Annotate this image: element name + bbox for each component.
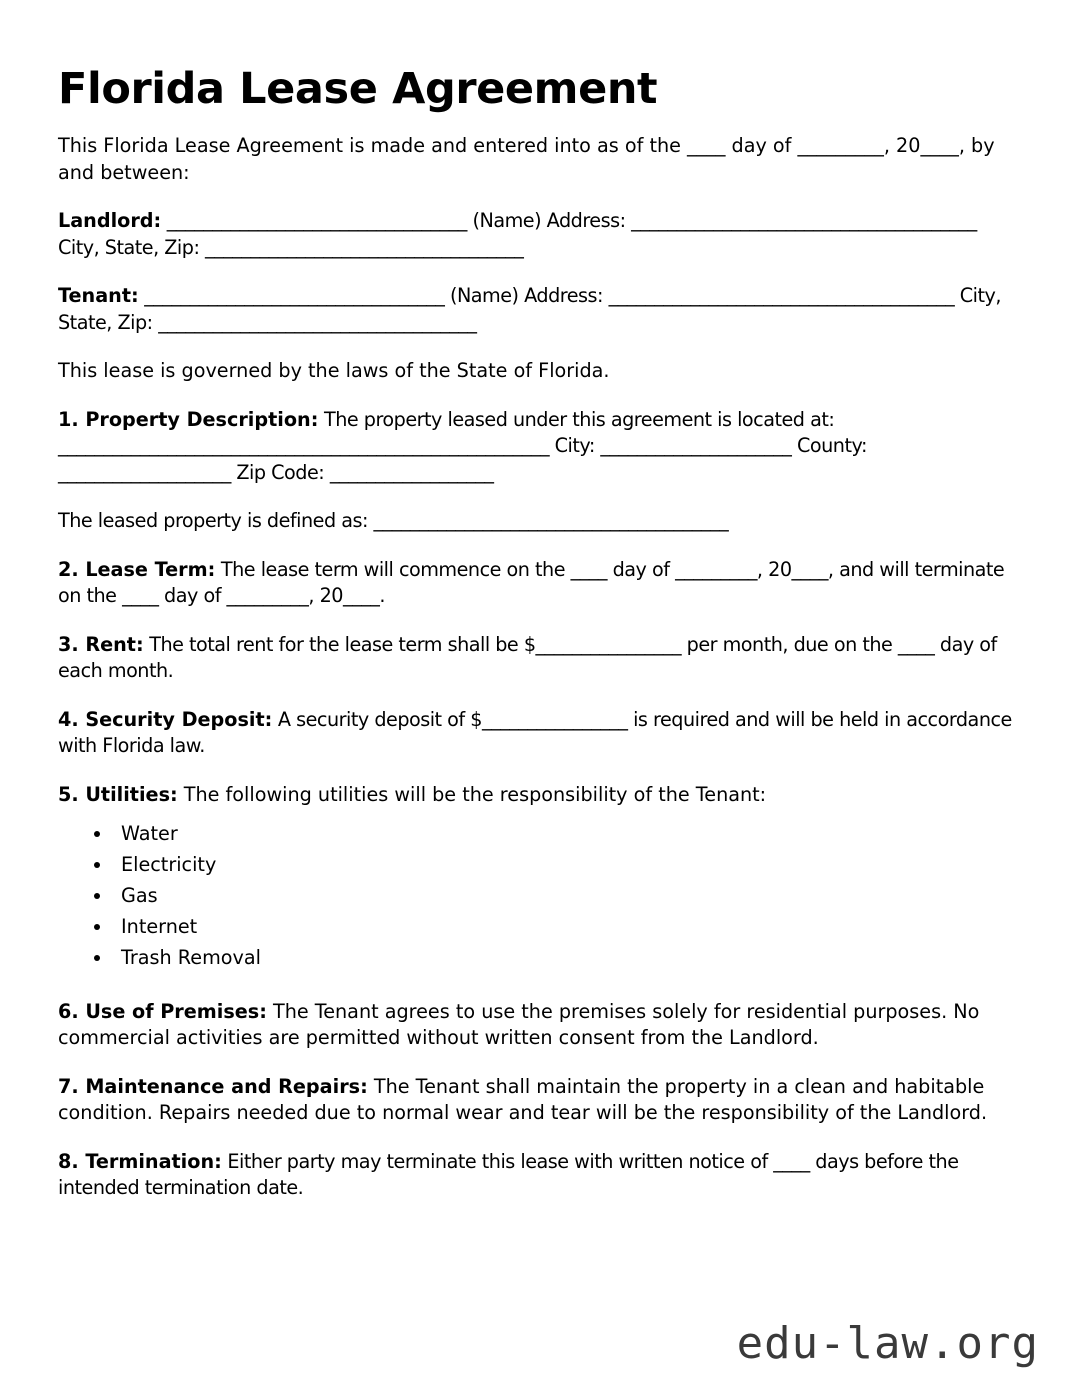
tenant-fields: _________________________________ (Name) Address: ______________________________________ City, State, Zip: ___________________________________ bbox=[58, 284, 1001, 334]
section-security-deposit bbox=[58, 685, 1016, 760]
landlord-label: Landlord: bbox=[58, 209, 162, 232]
intro-paragraph: This Florida Lease Agreement is made and entered into as of the ____ day of _________, 20____, by and between: bbox=[58, 134, 995, 184]
section-3-body: The total rent for the lease term shall be $________________ per month, due on the ____ day of each month. bbox=[58, 632, 997, 682]
footer-watermark: edu-law.org bbox=[736, 1318, 1039, 1369]
tenant-label: Tenant: bbox=[58, 284, 139, 307]
list-item: • Electricity bbox=[113, 853, 1016, 884]
section-use-of-premises bbox=[58, 977, 1016, 1052]
section-rent bbox=[58, 610, 1016, 685]
section-lease-term bbox=[58, 535, 1016, 610]
section-6-body: The Tenant agrees to use the premises solely for residential purposes. No commercial activities are permitted without written consent from the Landlord. bbox=[58, 999, 980, 1050]
leased-property-defined-body: The leased property is defined as: _______________________________________ bbox=[58, 509, 729, 532]
section-8-heading: 8. Termination: bbox=[58, 1149, 222, 1173]
section-utilities bbox=[58, 760, 1016, 809]
section-1-body: The property leased under this agreement is located at: ______________________________________________________ City: _____________________ County: ___________________ Zip Code: __________________ bbox=[58, 407, 867, 484]
section-1-heading: 1. Property Description: bbox=[58, 407, 319, 431]
section-3-heading: 3. Rent: bbox=[58, 632, 144, 656]
section-leased-property-defined bbox=[58, 486, 1016, 535]
section-5-body: The following utilities will be the responsibility of the Tenant: bbox=[177, 782, 767, 806]
document-content bbox=[58, 0, 1016, 1202]
section-8-body: Either party may terminate this lease with written notice of ____ days before the intended termination date. bbox=[58, 1149, 959, 1200]
tenant-block bbox=[58, 261, 1016, 336]
section-4-heading: 4. Security Deposit: bbox=[58, 707, 273, 731]
list-item: • Internet bbox=[113, 915, 1016, 946]
section-maintenance-and-repairs bbox=[58, 1052, 1016, 1127]
list-item: • Gas bbox=[113, 884, 1016, 915]
list-item: • Trash Removal bbox=[113, 946, 1016, 977]
list-item: • Water bbox=[113, 822, 1016, 853]
section-7-heading: 7. Maintenance and Repairs: bbox=[58, 1074, 368, 1098]
section-2-heading: 2. Lease Term: bbox=[58, 557, 216, 581]
page-title: Florida Lease Agreement bbox=[58, 64, 658, 114]
section-termination bbox=[58, 1127, 1016, 1202]
section-5-heading: 5. Utilities: bbox=[58, 782, 178, 806]
section-2-body: The lease term will commence on the ____ day of _________, 20____, and will terminate on the ____ day of _________, 20____. bbox=[58, 557, 1005, 607]
section-property-description bbox=[58, 385, 1016, 487]
landlord-fields: _________________________________ (Name) Address: ______________________________________ City, State, Zip: ___________________________________ bbox=[58, 209, 977, 259]
utilities-list bbox=[58, 808, 1016, 977]
section-7-body: The Tenant shall maintain the property in a clean and habitable condition. Repairs needed due to normal wear and tear will be the responsibility of the Landlord. bbox=[58, 1074, 988, 1125]
section-6-heading: 6. Use of Premises: bbox=[58, 999, 267, 1023]
governing-law-paragraph: This lease is governed by the laws of the State of Florida. bbox=[58, 359, 610, 382]
landlord-block bbox=[58, 186, 1016, 261]
section-4-body: A security deposit of $________________ is required and will be held in accordance with Florida law. bbox=[58, 707, 1012, 757]
